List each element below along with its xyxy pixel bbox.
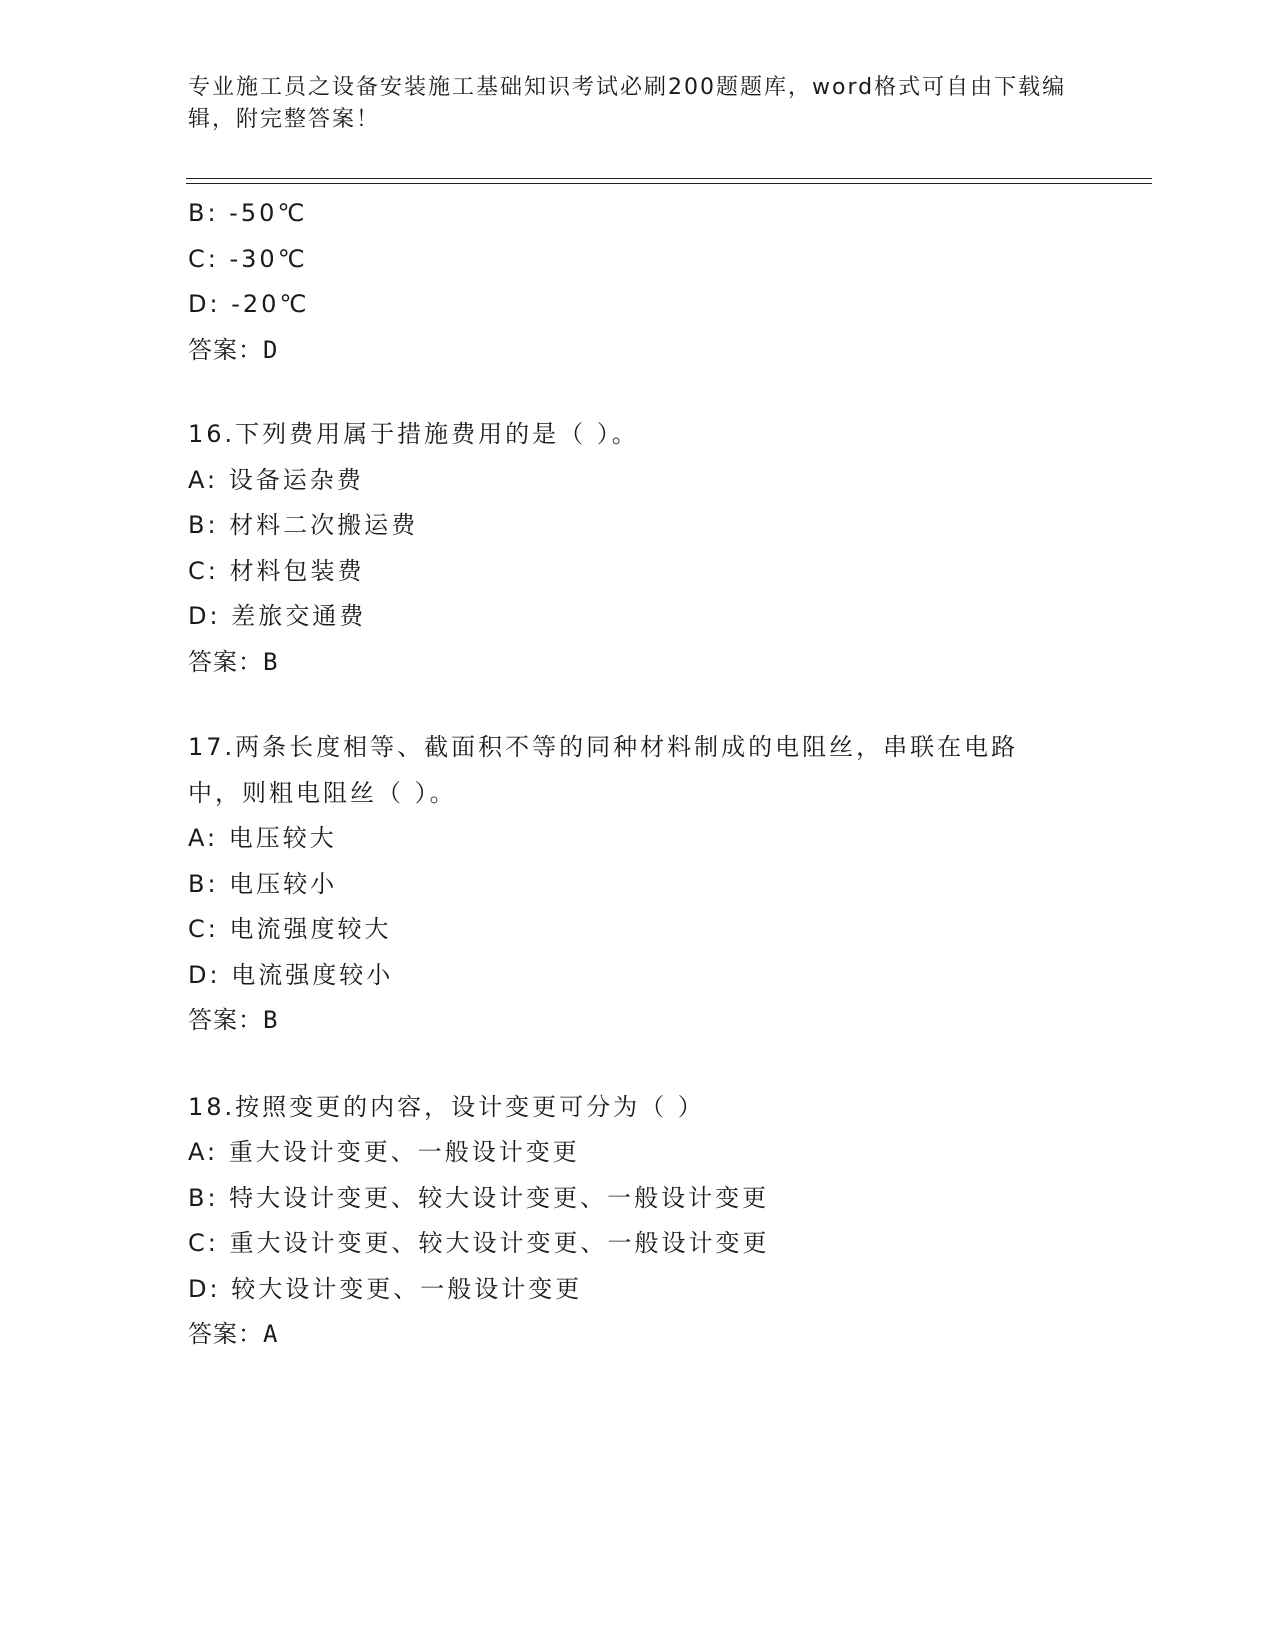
spacer (188, 1044, 1088, 1085)
question-stem: 17.两条长度相等、截面积不等的同种材料制成的电阻丝，串联在电路中，则粗电阻丝（ ）。 (188, 733, 1019, 807)
header-rule-bottom (186, 183, 1152, 184)
question-stem: 16.下列费用属于措施费用的是（ ）。 (188, 420, 639, 448)
answer-line: 答案：D (188, 335, 279, 364)
document-body (188, 191, 1088, 1358)
option-b: B: 材料二次搬运费 (188, 511, 419, 539)
question-block-16 (188, 412, 1088, 685)
option-b: B: -50℃ (188, 199, 308, 227)
answer-line: 答案：B (188, 647, 279, 676)
spacer (188, 685, 1088, 725)
option-a: A: 重大设计变更、一般设计变更 (188, 1138, 580, 1166)
option-c: C: 电流强度较大 (188, 915, 392, 943)
answer-line: 答案：B (188, 1006, 279, 1034)
question-block-18 (188, 1085, 1088, 1358)
option-d: D: 差旅交通费 (188, 602, 367, 630)
question-stem: 18.按照变更的内容，设计变更可分为（ ） (188, 1092, 705, 1121)
option-b: B: 电压较小 (188, 869, 338, 898)
option-c: C: 材料包装费 (188, 556, 365, 585)
option-d: D: 较大设计变更、一般设计变更 (188, 1274, 583, 1303)
option-d: D: -20℃ (188, 290, 310, 318)
option-c: C: -30℃ (188, 244, 308, 273)
option-d: D: 电流强度较小 (188, 960, 394, 989)
answer-line: 答案：A (188, 1320, 279, 1348)
question-block-15 (188, 191, 1088, 373)
spacer (188, 373, 1088, 412)
question-block-17 (188, 725, 1088, 1044)
option-c: C: 重大设计变更、较大设计变更、一般设计变更 (188, 1229, 770, 1257)
option-b: B: 特大设计变更、较大设计变更、一般设计变更 (188, 1183, 770, 1212)
option-a: A: 电压较大 (188, 824, 337, 852)
option-a: A: 设备运杂费 (188, 465, 364, 494)
header-rule-top (186, 178, 1152, 179)
document-header: 专业施工员之设备安装施工基础知识考试必刷200题题库，word格式可自由下载编辑，附完整答案！ (188, 75, 1067, 132)
